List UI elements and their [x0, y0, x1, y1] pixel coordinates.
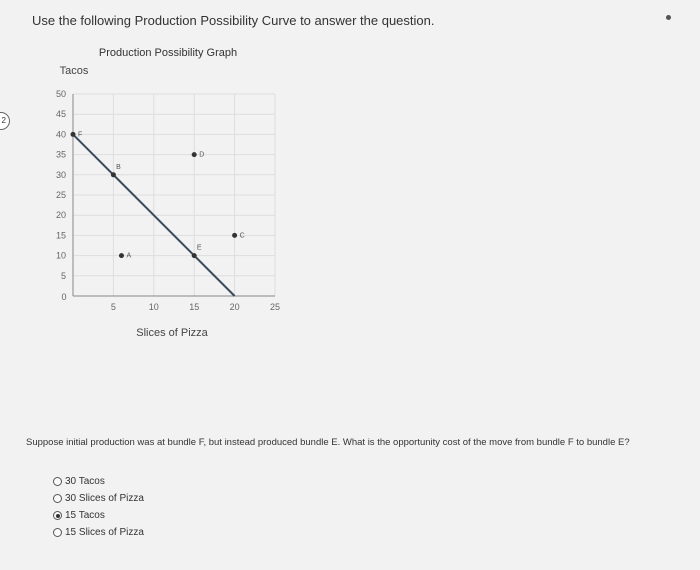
- answer-option-label: 30 Slices of Pizza: [65, 493, 144, 504]
- answer-option-label: 30 Tacos: [65, 476, 105, 487]
- y-tick-label: 10: [55, 250, 66, 261]
- x-tick-label: 5: [110, 302, 116, 312]
- radio-button-icon[interactable]: [53, 528, 62, 537]
- answer-option[interactable]: [53, 473, 144, 490]
- point-b: [111, 172, 116, 177]
- question-number-tab[interactable]: 2: [0, 112, 10, 130]
- y-tick-label: 25: [55, 190, 66, 200]
- question-title: Use the following Production Possibility Curve to answer the question.: [32, 13, 435, 28]
- point-label-f: F: [78, 131, 83, 139]
- point-f: [71, 132, 76, 137]
- y-tick-label: 45: [55, 109, 66, 120]
- x-axis-title: Slices of Pizza: [136, 327, 208, 339]
- x-tick-label: 25: [269, 302, 281, 312]
- x-tick-label: 10: [148, 302, 159, 312]
- x-tick-label: 20: [229, 302, 240, 312]
- x-tick-label: 15: [189, 302, 200, 312]
- y-tick-label: 15: [55, 230, 66, 241]
- point-label-d: D: [199, 151, 205, 159]
- y-tick-label: 5: [60, 270, 66, 281]
- radio-button-icon[interactable]: [53, 477, 62, 486]
- y-axis-title: Tacos: [59, 65, 89, 77]
- answer-option[interactable]: [53, 524, 144, 541]
- y-tick-label: 35: [55, 149, 66, 160]
- point-c: [232, 233, 237, 238]
- radio-button-icon[interactable]: [53, 494, 62, 503]
- y-tick-label: 30: [55, 169, 66, 180]
- answer-option[interactable]: [53, 507, 144, 524]
- scenario-text: Suppose initial production was at bundle F, but instead produced bundle E. What is the opportunity cost of the move from bundle F to bundle E?: [26, 437, 630, 448]
- y-tick-label: 20: [55, 210, 66, 221]
- y-tick-label: 50: [55, 89, 66, 99]
- radio-button-icon[interactable]: [53, 511, 62, 520]
- point-d: [192, 152, 197, 157]
- answer-option-label: 15 Tacos: [65, 510, 105, 521]
- point-label-e: E: [196, 244, 202, 252]
- answer-option[interactable]: [53, 490, 144, 507]
- point-label-b: B: [116, 163, 121, 171]
- answer-options: [53, 473, 144, 541]
- y-tick-label: 40: [55, 129, 66, 140]
- point-label-a: A: [126, 252, 132, 260]
- chart-title: Production Possibility Graph: [98, 47, 238, 59]
- x-tick-label: 0: [61, 292, 67, 302]
- answer-option-label: 15 Slices of Pizza: [65, 527, 144, 538]
- point-e: [192, 253, 197, 258]
- point-a: [119, 253, 124, 258]
- point-label-c: C: [239, 232, 245, 240]
